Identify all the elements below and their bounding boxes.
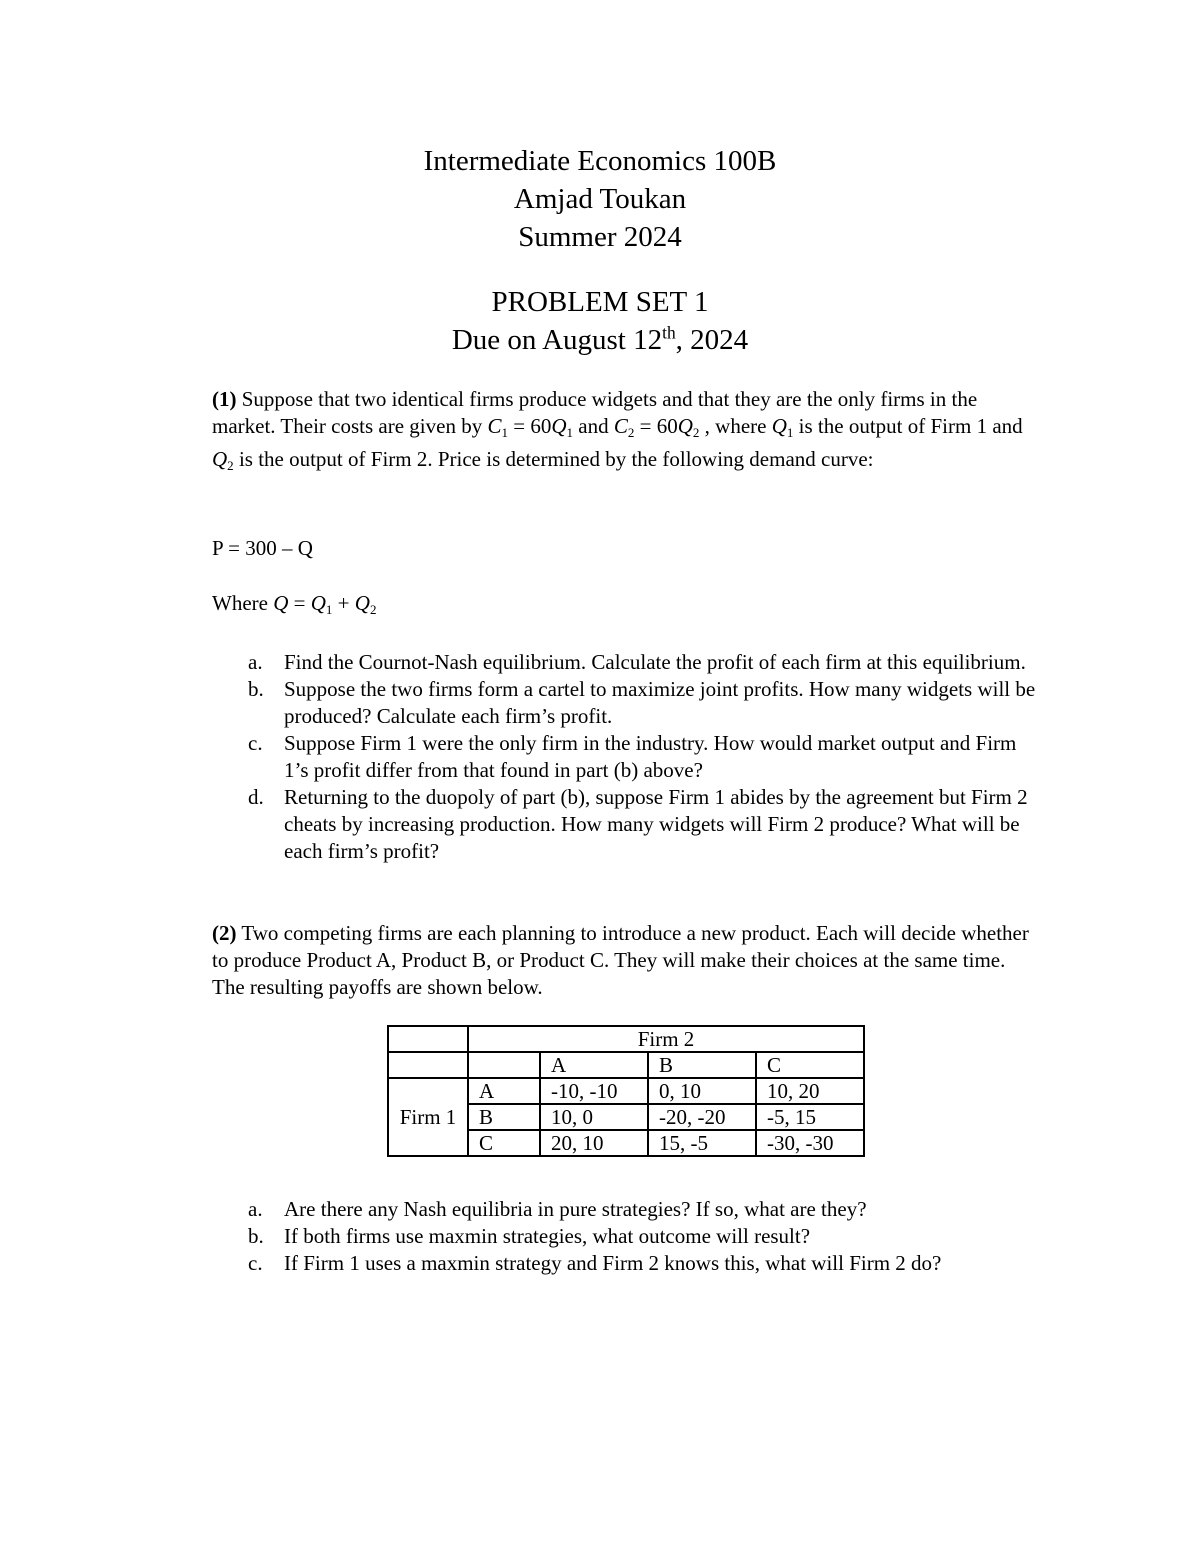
list-item: b. Suppose the two firms form a cartel to maximize joint profits. How many widgets will be produced? Calculate each firm’s profit.	[248, 677, 1036, 728]
list-item: a. Are there any Nash equilibria in pure strategies? If so, what are they?	[248, 1197, 867, 1221]
table-cell: -30, -30	[756, 1130, 864, 1156]
document-header	[0, 142, 1200, 256]
list-item: c. If Firm 1 uses a maxmin strategy and Firm 2 knows this, what will Firm 2 do?	[248, 1251, 942, 1275]
table-cell: 20, 10	[540, 1130, 648, 1156]
list-item: b. If both firms use maxmin strategies, what outcome will result?	[248, 1224, 811, 1248]
list-item: a. Find the Cournot-Nash equilibrium. Calculate the profit of each firm at this equilibrium.	[248, 650, 1026, 674]
question-1-parts	[248, 649, 1038, 865]
table-cell: 10, 0	[540, 1104, 648, 1130]
column-header: C	[756, 1052, 864, 1078]
row-header: A	[468, 1078, 540, 1104]
payoff-matrix	[387, 1025, 865, 1157]
table-row	[388, 1078, 864, 1104]
list-item: d. Returning to the duopoly of part (b), suppose Firm 1 abides by the agreement but Firm 2 cheats by increasing production. How many widgets will Firm 2 produce? What will be each firm’s profit?	[248, 785, 1028, 863]
term: Summer 2024	[518, 221, 682, 253]
question-2-parts	[248, 1196, 1038, 1277]
firm-2-header: Firm 2	[468, 1026, 864, 1052]
question-1-number: (1)	[212, 387, 237, 411]
row-header: B	[468, 1104, 540, 1130]
row-header: C	[468, 1130, 540, 1156]
assignment-header	[0, 283, 1200, 359]
table-cell: -20, -20	[648, 1104, 756, 1130]
table-cell: 15, -5	[648, 1130, 756, 1156]
question-2-number: (2)	[212, 921, 237, 945]
column-header: A	[540, 1052, 648, 1078]
course-title: Intermediate Economics 100B	[423, 145, 777, 177]
question-2-text: (2) Two competing firms are each planning to introduce a new product. Each will decide whether to produce Product A, Product B, or Product C. They will make their choices at the same time. The resulting payoffs are shown below.	[212, 921, 1029, 999]
instructor-name: Amjad Toukan	[513, 183, 687, 215]
table-cell: 0, 10	[648, 1078, 756, 1104]
assignment-title: PROBLEM SET 1	[491, 286, 709, 318]
question-1-text: (1) Suppose that two identical firms produce widgets and that they are the only firms in the market. Their costs are given by $C_1 = 60Q_1$ and $C_2 = 60Q_2$ , where $Q_1$ is the output of Firm 1 and $Q_2$ is the output of Firm 2. Price is determined by the following demand curve:	[212, 387, 1023, 473]
quantity-definition: Where $Q = Q_1 + Q_2$	[212, 591, 377, 617]
firm-1-header: Firm 1	[388, 1078, 468, 1156]
table-cell: -5, 15	[756, 1104, 864, 1130]
table-cell: -10, -10	[540, 1078, 648, 1104]
demand-curve-equation: P = 300 – Q	[212, 536, 313, 560]
due-date: Due on August 12th, 2024	[451, 322, 749, 356]
list-item: c. Suppose Firm 1 were the only firm in the industry. How would market output and Firm 1’s profit differ from that found in part (b) above?	[248, 731, 1017, 782]
column-header: B	[648, 1052, 756, 1078]
table-cell: 10, 20	[756, 1078, 864, 1104]
